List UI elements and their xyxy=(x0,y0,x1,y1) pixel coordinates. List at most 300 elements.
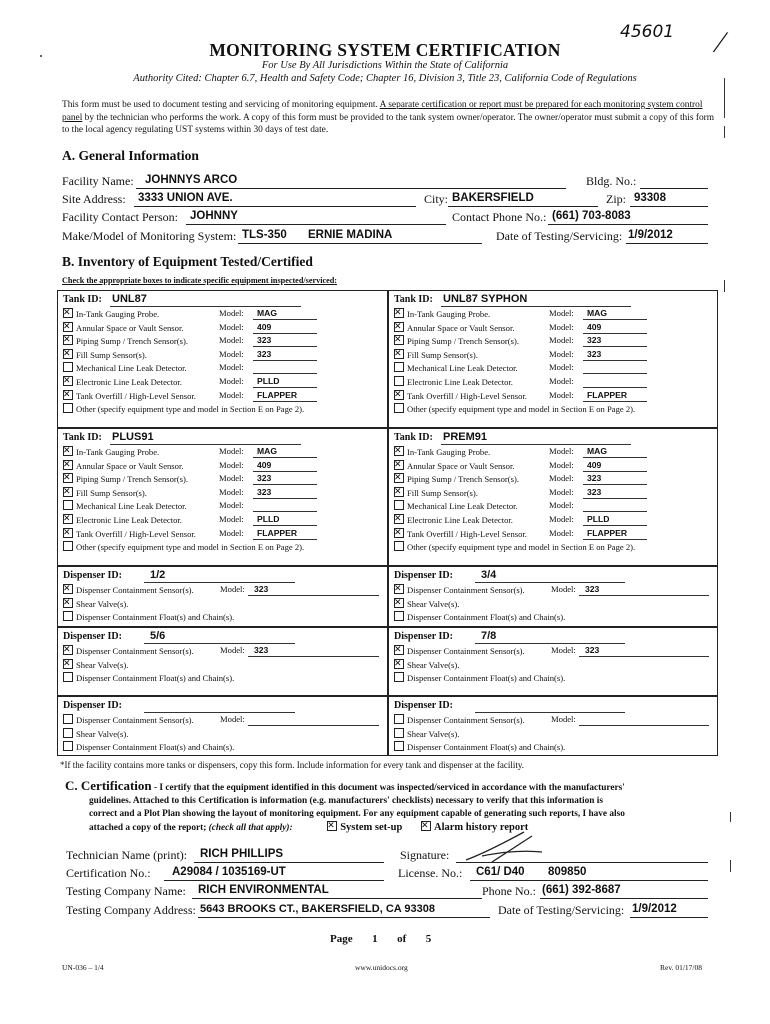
dispenser-item-label: Dispenser Containment Float(s) and Chain(s). xyxy=(407,673,566,684)
dispenser-item-checkbox[interactable] xyxy=(63,672,73,682)
tank-item-label: Mechanical Line Leak Detector. xyxy=(76,501,187,512)
tank-item-checkbox[interactable] xyxy=(63,376,73,386)
address-line xyxy=(198,917,490,918)
check-all-label: (check all that apply): xyxy=(208,823,293,833)
section-c-heading: C. Certification xyxy=(65,778,152,793)
tank-item[interactable] xyxy=(63,308,159,319)
model-label: Model: xyxy=(219,376,244,386)
dispenser-item-checkbox[interactable] xyxy=(394,728,404,738)
dispenser-item-checkbox[interactable] xyxy=(394,645,404,655)
dispenser-item[interactable] xyxy=(63,728,128,739)
authority-line: Authority Cited: Chapter 6.7, Health and Safety Code; Chapter 16, Division 3, Title 23, California Code of Regulations xyxy=(133,73,637,84)
tank-item-label: Mechanical Line Leak Detector. xyxy=(407,363,518,374)
tank-item[interactable] xyxy=(394,362,518,373)
model-line xyxy=(583,319,647,320)
tank-item[interactable] xyxy=(63,500,187,511)
dispenser-item[interactable] xyxy=(394,584,525,595)
tank-item[interactable] xyxy=(63,403,304,414)
model-value[interactable]: 323 xyxy=(587,335,602,346)
dispenser-item[interactable] xyxy=(63,645,194,656)
address-value[interactable]: 5643 BROOKS CT., BAKERSFIELD, CA 93308 xyxy=(200,903,435,915)
dispenser-item-label: Dispenser Containment Float(s) and Chain(s). xyxy=(76,742,235,753)
dispenser-item-checkbox[interactable] xyxy=(63,659,73,669)
tank-item-checkbox[interactable] xyxy=(394,403,404,413)
model-value[interactable]: PLLD xyxy=(587,514,610,524)
model-label: Model: xyxy=(220,584,245,594)
dispenser-item[interactable] xyxy=(394,645,525,656)
dispenser-item-checkbox[interactable] xyxy=(63,584,73,594)
subtitle: For Use By All Jurisdictions Within the State of California xyxy=(261,60,509,71)
model-value[interactable]: 323 xyxy=(254,645,269,655)
make-model-label: Make/Model of Monitoring System: xyxy=(62,229,237,243)
tank-item-checkbox[interactable] xyxy=(63,541,73,551)
section-b-heading: B. Inventory of Equipment Tested/Certified xyxy=(62,254,313,269)
tank-item-checkbox[interactable] xyxy=(394,473,404,483)
model-value[interactable]: 323 xyxy=(257,486,272,497)
tank-item[interactable] xyxy=(394,390,527,401)
tank-item[interactable] xyxy=(63,362,187,373)
tank-item-checkbox[interactable] xyxy=(394,308,404,318)
dispenser-id-value[interactable]: 7/8 xyxy=(481,630,497,642)
dispenser-item[interactable] xyxy=(63,584,194,595)
tank-item[interactable] xyxy=(63,528,196,539)
dispenser-item[interactable] xyxy=(394,659,459,670)
tank-item-checkbox[interactable] xyxy=(394,487,404,497)
tank-item-label: Other (specify equipment type and model in Section E on Page 2). xyxy=(76,542,305,553)
model-label: Model: xyxy=(219,321,244,332)
tank-item-checkbox[interactable] xyxy=(394,446,404,456)
model-label: Model: xyxy=(219,308,244,318)
dispenser-item-checkbox[interactable] xyxy=(394,584,404,594)
model-value[interactable]: MAG xyxy=(257,308,278,318)
section-b-instruction: Check the appropriate boxes to indicate specific equipment inspected/serviced: xyxy=(62,276,338,285)
tank-item[interactable] xyxy=(394,514,513,525)
dispenser-item[interactable] xyxy=(63,659,128,670)
contact-phone-value[interactable]: (661) 703-8083 xyxy=(552,210,631,222)
tank-item-checkbox[interactable] xyxy=(394,541,404,551)
model-line xyxy=(253,333,317,334)
model-value[interactable]: FLAPPER xyxy=(587,389,628,400)
model-label: Model: xyxy=(219,335,244,346)
dispenser-id-label: Dispenser ID: xyxy=(63,570,122,581)
site-address-line xyxy=(134,206,416,207)
test-date-line xyxy=(626,243,708,244)
tank-id-value[interactable]: UNL87 SYPHON xyxy=(443,293,528,305)
address-label: Testing Company Address: xyxy=(66,903,196,917)
tank-item-checkbox[interactable] xyxy=(63,322,73,332)
model-label: Model: xyxy=(549,335,574,346)
contact-person-value[interactable]: JOHNNY xyxy=(190,210,238,222)
model-label: Model: xyxy=(549,486,574,497)
tank-item[interactable] xyxy=(394,403,635,414)
tank-item-label: Tank Overfill / High-Level Sensor. xyxy=(76,390,196,401)
dispenser-item-checkbox[interactable] xyxy=(394,741,404,751)
city-value[interactable]: BAKERSFIELD xyxy=(452,192,534,204)
model-label: Model: xyxy=(549,459,574,470)
tank-item-label: Tank Overfill / High-Level Sensor. xyxy=(407,390,527,401)
tank-item-checkbox[interactable] xyxy=(394,460,404,470)
tank-item-label: In-Tank Gauging Probe. xyxy=(407,447,491,457)
tank-id-label: Tank ID: xyxy=(63,432,102,443)
tank-item-checkbox[interactable] xyxy=(63,362,73,372)
model-line xyxy=(253,484,317,485)
dispenser-id-line xyxy=(144,643,295,644)
dispenser-item[interactable] xyxy=(394,714,525,725)
model-value[interactable]: 409 xyxy=(257,459,272,470)
section-a-heading: A. General Information xyxy=(62,148,199,163)
cert-no-line xyxy=(164,880,384,881)
dispenser-section xyxy=(57,566,388,627)
model-value[interactable]: PLLD xyxy=(257,376,280,386)
model-label: Model: xyxy=(549,500,574,511)
tank-item[interactable] xyxy=(394,446,490,457)
tank-item-checkbox[interactable] xyxy=(63,487,73,497)
city-line xyxy=(448,206,598,207)
model-line xyxy=(253,511,317,512)
tank-id-line xyxy=(441,306,631,307)
system-setup-label: System set-up xyxy=(340,822,403,833)
tank-item-checkbox[interactable] xyxy=(394,349,404,359)
model-label: Model: xyxy=(549,527,574,538)
contact-person-line xyxy=(186,224,446,225)
model-line xyxy=(583,360,647,361)
dispenser-item-label: Dispenser Containment Sensor(s). xyxy=(76,585,194,595)
page-current: 1 xyxy=(372,933,378,945)
tech-name-label: Technician Name (print): xyxy=(66,848,188,862)
model-line xyxy=(253,457,317,458)
tank-item[interactable] xyxy=(63,446,159,457)
tank-section xyxy=(388,290,718,428)
model-label: Model: xyxy=(549,446,574,456)
dispenser-item-checkbox[interactable] xyxy=(63,611,73,621)
tank-id-value[interactable]: UNL87 xyxy=(112,293,147,305)
model-label: Model: xyxy=(549,376,574,386)
dispenser-id-value[interactable]: 5/6 xyxy=(150,630,166,642)
test-date-label: Date of Testing/Servicing: xyxy=(496,229,623,243)
cert-text-4: attached a copy of the report; xyxy=(89,823,207,833)
dispenser-id-label: Dispenser ID: xyxy=(394,570,453,581)
model-value[interactable]: FLAPPER xyxy=(587,527,628,538)
tank-item-checkbox[interactable] xyxy=(394,390,404,400)
tank-item[interactable] xyxy=(394,541,635,552)
model-label: Model: xyxy=(549,308,574,318)
intro-a: This form must be used to document testing and servicing of monitoring equipment. xyxy=(62,100,378,110)
model-label: Model: xyxy=(549,473,574,484)
model-value[interactable]: 323 xyxy=(587,348,602,359)
model-value[interactable]: 323 xyxy=(587,486,602,497)
margin-mark xyxy=(724,126,725,138)
tank-item-checkbox[interactable] xyxy=(63,460,73,470)
bldg-no-line xyxy=(640,188,708,189)
tank-item-label: Piping Sump / Trench Sensor(s). xyxy=(407,336,519,347)
model-value[interactable]: 409 xyxy=(587,459,602,470)
model-label: Model: xyxy=(219,486,244,497)
cert-date-label: Date of Testing/Servicing: xyxy=(498,903,625,917)
model-value[interactable]: 323 xyxy=(587,473,602,484)
tank-item[interactable] xyxy=(394,500,518,511)
cert-text-1: - I certify that the equipment identified in this document was inspected/serviced in accordance with the manufacturers' xyxy=(153,783,625,793)
tank-item[interactable] xyxy=(63,349,147,360)
model-line xyxy=(253,319,317,320)
signature-icon xyxy=(462,826,572,866)
dispenser-id-value[interactable]: 1/2 xyxy=(150,569,166,581)
model-label: Model: xyxy=(220,714,245,724)
tank-section xyxy=(388,428,718,566)
facility-name-value[interactable]: JOHNNYS ARCO xyxy=(145,174,238,186)
model-label: Model: xyxy=(219,500,244,511)
tank-item-checkbox[interactable] xyxy=(63,403,73,413)
tank-item-checkbox[interactable] xyxy=(394,322,404,332)
tank-item-checkbox[interactable] xyxy=(63,446,73,456)
tank-item-checkbox[interactable] xyxy=(63,500,73,510)
tank-item[interactable] xyxy=(394,460,514,471)
dispenser-item-checkbox[interactable] xyxy=(394,714,404,724)
dispenser-section xyxy=(388,696,718,756)
tank-item[interactable] xyxy=(394,376,513,387)
tank-item-checkbox[interactable] xyxy=(394,335,404,345)
dispenser-item-label: Shear Valve(s). xyxy=(407,728,460,739)
tank-item-checkbox[interactable] xyxy=(63,473,73,483)
dispenser-item-label: Shear Valve(s). xyxy=(407,598,460,609)
site-address-value[interactable]: 3333 UNION AVE. xyxy=(138,192,233,204)
dispenser-item-checkbox[interactable] xyxy=(394,611,404,621)
alarm-history-checkbox[interactable] xyxy=(421,821,431,831)
form-id: UN-036 – 1/4 xyxy=(62,963,104,972)
dispenser-item-label: Dispenser Containment Sensor(s). xyxy=(76,715,194,725)
tank-item[interactable] xyxy=(63,322,183,333)
tech-name-line xyxy=(194,862,384,863)
model-line xyxy=(583,457,647,458)
dispenser-item-checkbox[interactable] xyxy=(63,645,73,655)
model-value[interactable]: 409 xyxy=(257,321,272,332)
page-word: Page xyxy=(330,933,353,945)
model-line xyxy=(583,539,647,540)
tank-item-checkbox[interactable] xyxy=(63,514,73,524)
tank-id-line xyxy=(110,306,301,307)
tank-item[interactable] xyxy=(394,349,478,360)
tank-item-label: Annular Space or Vault Sensor. xyxy=(407,322,515,333)
dispenser-item-checkbox[interactable] xyxy=(63,741,73,751)
margin-mark xyxy=(724,280,725,292)
license-value-b[interactable]: 809850 xyxy=(548,866,587,878)
tank-item-label: Fill Sump Sensor(s). xyxy=(76,487,147,498)
tank-item[interactable] xyxy=(63,335,188,346)
facility-name-label: Facility Name: xyxy=(62,174,134,188)
model-line xyxy=(579,725,709,726)
license-value[interactable]: C61/ D40 xyxy=(476,866,525,878)
model-value[interactable]: 409 xyxy=(587,321,602,332)
model-line xyxy=(583,498,647,499)
tank-item[interactable] xyxy=(63,390,196,401)
tank-item-label: Electronic Line Leak Detector. xyxy=(407,515,513,525)
dispenser-item-checkbox[interactable] xyxy=(394,659,404,669)
cert-date-value[interactable]: 1/9/2012 xyxy=(632,903,677,915)
cert-no-label: Certification No.: xyxy=(66,866,151,880)
system-setup-checkbox[interactable] xyxy=(327,821,337,831)
dispenser-item[interactable] xyxy=(63,672,234,683)
model-value[interactable]: 323 xyxy=(254,584,269,594)
phone-label: Phone No.: xyxy=(482,884,536,898)
tank-item[interactable] xyxy=(63,514,182,525)
model-label: Model: xyxy=(220,645,245,655)
tank-item-label: Piping Sump / Trench Sensor(s). xyxy=(76,336,188,347)
alarm-history-label: Alarm history report xyxy=(434,822,529,833)
dispenser-item[interactable] xyxy=(394,672,565,683)
tank-section xyxy=(57,428,388,566)
tank-item-checkbox[interactable] xyxy=(394,500,404,510)
test-date-value[interactable]: 1/9/2012 xyxy=(628,229,673,241)
phone-value[interactable]: (661) 392-8687 xyxy=(542,884,621,896)
model-value[interactable]: 323 xyxy=(257,473,272,484)
model-label: Model: xyxy=(219,389,244,400)
dispenser-item-checkbox[interactable] xyxy=(394,672,404,682)
tank-item-checkbox[interactable] xyxy=(63,335,73,345)
dispenser-item-label: Dispenser Containment Float(s) and Chain(s). xyxy=(76,673,235,684)
dispenser-item[interactable] xyxy=(394,611,565,622)
contact-phone-line xyxy=(548,224,708,225)
model-value[interactable]: FLAPPER xyxy=(257,527,298,538)
model-value[interactable]: PLLD xyxy=(257,514,280,524)
tank-item-checkbox[interactable] xyxy=(63,390,73,400)
zip-value[interactable]: 93308 xyxy=(634,192,666,204)
dispenser-item-label: Dispenser Containment Float(s) and Chain(s). xyxy=(407,612,566,623)
model-label: Model: xyxy=(549,348,574,359)
model-value[interactable]: 323 xyxy=(257,335,272,346)
model-line xyxy=(253,373,317,374)
tank-item-checkbox[interactable] xyxy=(63,349,73,359)
dispenser-item-label: Dispenser Containment Sensor(s). xyxy=(407,715,525,725)
dispenser-item[interactable] xyxy=(63,714,194,725)
model-value[interactable]: MAG xyxy=(587,446,608,456)
tank-id-value[interactable]: PLUS91 xyxy=(112,431,154,443)
dispenser-id-line xyxy=(475,582,625,583)
tank-item-checkbox[interactable] xyxy=(63,308,73,318)
model-value[interactable]: FLAPPER xyxy=(257,389,298,400)
dispenser-section xyxy=(388,627,718,696)
model-label: Model: xyxy=(219,527,244,538)
dispenser-id-line xyxy=(475,712,625,713)
model-label: Model: xyxy=(549,389,574,400)
phone-line xyxy=(540,898,708,899)
tank-item[interactable] xyxy=(63,473,188,484)
dispenser-item-checkbox[interactable] xyxy=(63,598,73,608)
dispenser-id-label: Dispenser ID: xyxy=(63,700,122,711)
tank-item-checkbox[interactable] xyxy=(394,362,404,372)
model-line xyxy=(583,401,647,402)
tank-item[interactable] xyxy=(394,308,490,319)
model-label: Model: xyxy=(551,584,576,594)
model-line xyxy=(579,595,709,596)
model-line xyxy=(579,656,709,657)
model-line xyxy=(253,360,317,361)
model-line xyxy=(253,346,317,347)
dispenser-item[interactable] xyxy=(394,598,459,609)
tank-item[interactable] xyxy=(394,473,519,484)
dot-mark xyxy=(40,55,42,57)
tank-item-label: Annular Space or Vault Sensor. xyxy=(76,322,184,333)
cert-no-value[interactable]: A29084 / 1035169-UT xyxy=(172,866,286,878)
model-line xyxy=(583,511,647,512)
model-value[interactable]: 323 xyxy=(585,584,600,594)
site-address-label: Site Address: xyxy=(62,192,126,206)
tank-id-value[interactable]: PREM91 xyxy=(443,431,488,443)
model-label: Model: xyxy=(549,321,574,332)
tank-item-checkbox[interactable] xyxy=(63,528,73,538)
dispenser-item[interactable] xyxy=(63,611,234,622)
model-line xyxy=(583,346,647,347)
tank-item[interactable] xyxy=(63,541,304,552)
tank-item[interactable] xyxy=(63,487,147,498)
dispenser-item-label: Dispenser Containment Float(s) and Chain(s). xyxy=(407,742,566,753)
model-value[interactable]: 323 xyxy=(257,348,272,359)
tank-item-checkbox[interactable] xyxy=(394,514,404,524)
contact-phone-label: Contact Phone No.: xyxy=(452,210,547,224)
model-line xyxy=(248,725,379,726)
tank-item-label: Electronic Line Leak Detector. xyxy=(407,377,513,387)
website: www.unidocs.org xyxy=(355,963,408,972)
dispenser-id-label: Dispenser ID: xyxy=(394,700,453,711)
model-value[interactable]: MAG xyxy=(587,308,608,318)
dispenser-item-checkbox[interactable] xyxy=(394,598,404,608)
tank-item-label: In-Tank Gauging Probe. xyxy=(407,309,491,319)
tank-item-label: Mechanical Line Leak Detector. xyxy=(76,363,187,374)
city-label: City: xyxy=(424,192,449,206)
dispenser-id-value[interactable]: 3/4 xyxy=(481,569,497,581)
intro-b: A separate certification or report must be prepared for each monitoring system control panel xyxy=(62,100,703,123)
margin-mark xyxy=(730,860,731,872)
tank-item[interactable] xyxy=(63,376,182,387)
dispenser-item[interactable] xyxy=(63,598,128,609)
tank-item[interactable] xyxy=(394,335,519,346)
tank-item-label: In-Tank Gauging Probe. xyxy=(76,447,160,457)
tech-name-value[interactable]: RICH PHILLIPS xyxy=(200,848,284,860)
tank-item[interactable] xyxy=(63,460,183,471)
tank-item-label: Mechanical Line Leak Detector. xyxy=(407,501,518,512)
model-line xyxy=(253,498,317,499)
model-label: Model: xyxy=(219,348,244,359)
tank-id-line xyxy=(110,444,301,445)
tank-item[interactable] xyxy=(394,322,514,333)
make-model-extra[interactable]: ERNIE MADINA xyxy=(308,229,393,241)
dispenser-item[interactable] xyxy=(63,741,234,752)
dispenser-id-label: Dispenser ID: xyxy=(63,631,122,642)
tank-item[interactable] xyxy=(394,528,527,539)
make-model-value[interactable]: TLS-350 xyxy=(242,229,287,241)
dispenser-item[interactable] xyxy=(394,741,565,752)
model-line xyxy=(583,373,647,374)
dispenser-item-checkbox[interactable] xyxy=(63,714,73,724)
tank-item-label: Piping Sump / Trench Sensor(s). xyxy=(407,474,519,485)
model-value[interactable]: MAG xyxy=(257,446,278,456)
dispenser-id-line xyxy=(144,712,295,713)
certification-text xyxy=(65,779,725,835)
revision: Rev. 01/17/08 xyxy=(660,963,703,972)
dispenser-item[interactable] xyxy=(394,728,459,739)
bldg-no-label: Bldg. No.: xyxy=(586,174,637,188)
model-label: Model: xyxy=(549,362,574,373)
tank-item-checkbox[interactable] xyxy=(394,528,404,538)
model-line xyxy=(253,401,317,402)
model-value[interactable]: 323 xyxy=(585,645,600,655)
tank-item[interactable] xyxy=(394,487,478,498)
cert-text-2: guidelines. Attached to this Certification is information (e.g. manufacturers' checklists) necessary to verify that this information is xyxy=(89,796,603,806)
dispenser-section xyxy=(57,627,388,696)
dispenser-item-checkbox[interactable] xyxy=(63,728,73,738)
zip-line xyxy=(630,206,708,207)
company-value[interactable]: RICH ENVIRONMENTAL xyxy=(198,884,329,896)
page-number xyxy=(330,933,431,945)
tank-item-checkbox[interactable] xyxy=(394,376,404,386)
